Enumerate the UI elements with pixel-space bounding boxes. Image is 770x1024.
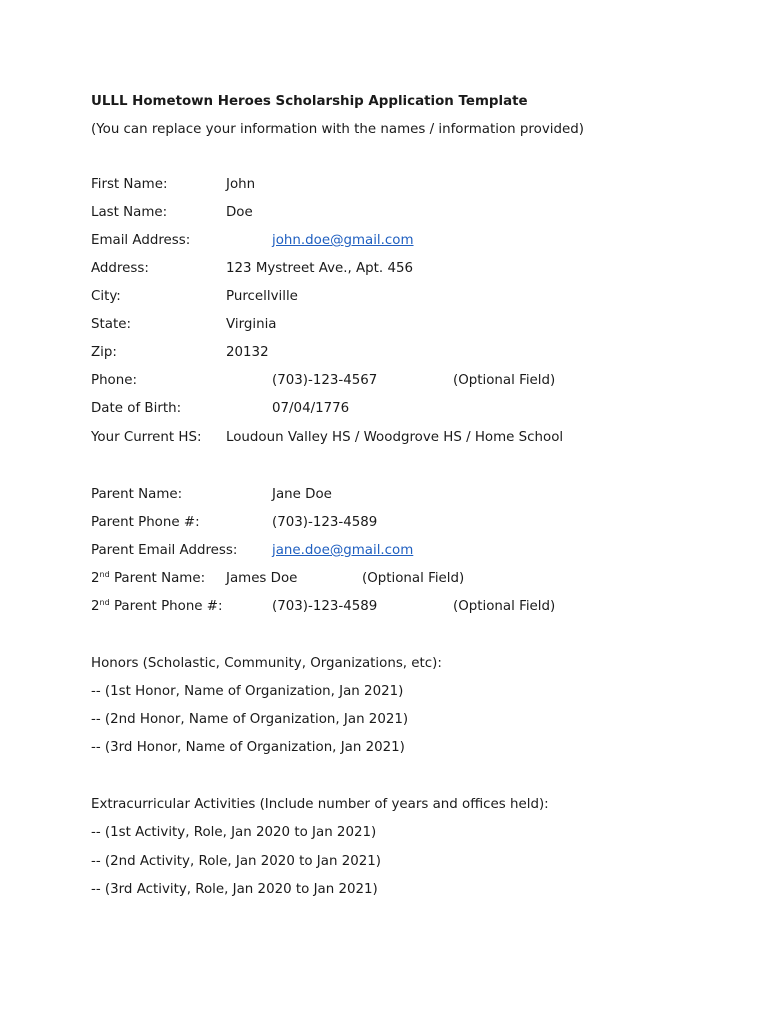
last-name-value: Doe [226, 205, 253, 220]
list-item: -- (2nd Honor, Name of Organization, Jan 2021) [91, 712, 409, 727]
current-hs-value: Loudoun Valley HS / Woodgrove HS / Home School [226, 430, 564, 445]
list-item: -- (2nd Activity, Role, Jan 2020 to Jan 2021) [91, 854, 381, 869]
last-name-label: Last Name: [91, 205, 168, 220]
dob-value: 07/04/1776 [272, 401, 350, 416]
activities-heading: Extracurricular Activities (Include number of years and offices held): [91, 797, 549, 812]
parent-name-value: Jane Doe [272, 487, 332, 502]
parent-email-label: Parent Email Address: [91, 543, 238, 558]
current-hs-label: Your Current HS: [91, 430, 202, 445]
email-label: Email Address: [91, 233, 191, 248]
parent-name-label: Parent Name: [91, 487, 183, 502]
parent-phone-label: Parent Phone #: [91, 515, 200, 530]
list-item: -- (3rd Activity, Role, Jan 2020 to Jan 2021) [91, 882, 378, 897]
honors-heading: Honors (Scholastic, Community, Organizations, etc): [91, 656, 442, 671]
zip-value: 20132 [226, 345, 269, 360]
document-subtitle: (You can replace your information with the names / information provided) [91, 122, 584, 137]
document-title: ULLL Hometown Heroes Scholarship Application Template [91, 94, 528, 109]
email-link[interactable]: john.doe@gmail.com [272, 233, 414, 248]
first-name-label: First Name: [91, 177, 168, 192]
city-label: City: [91, 289, 121, 304]
list-item: -- (1st Activity, Role, Jan 2020 to Jan 2021) [91, 825, 377, 840]
first-name-value: John [226, 177, 256, 192]
zip-label: Zip: [91, 345, 117, 360]
second-parent-name-value: James Doe [226, 571, 298, 586]
dob-label: Date of Birth: [91, 401, 182, 416]
second-parent-name-label: 2nd Parent Name: [91, 570, 206, 586]
list-item: -- (1st Honor, Name of Organization, Jan 2021) [91, 684, 404, 699]
state-label: State: [91, 317, 131, 332]
city-value: Purcellville [226, 289, 298, 304]
phone-value: (703)-123-4567 [272, 373, 378, 388]
parent-email-link[interactable]: jane.doe@gmail.com [272, 543, 414, 558]
second-parent-phone-value: (703)-123-4589 [272, 599, 378, 614]
parent-phone-value: (703)-123-4589 [272, 515, 378, 530]
address-value: 123 Mystreet Ave., Apt. 456 [226, 261, 414, 276]
second-parent-phone-label: 2nd Parent Phone #: [91, 598, 223, 614]
second-parent-phone-optional-note: (Optional Field) [453, 599, 556, 614]
list-item: -- (3rd Honor, Name of Organization, Jan 2021) [91, 740, 405, 755]
state-value: Virginia [226, 317, 277, 332]
second-parent-name-optional-note: (Optional Field) [362, 571, 465, 586]
phone-label: Phone: [91, 373, 137, 388]
phone-optional-note: (Optional Field) [453, 373, 556, 388]
address-label: Address: [91, 261, 149, 276]
